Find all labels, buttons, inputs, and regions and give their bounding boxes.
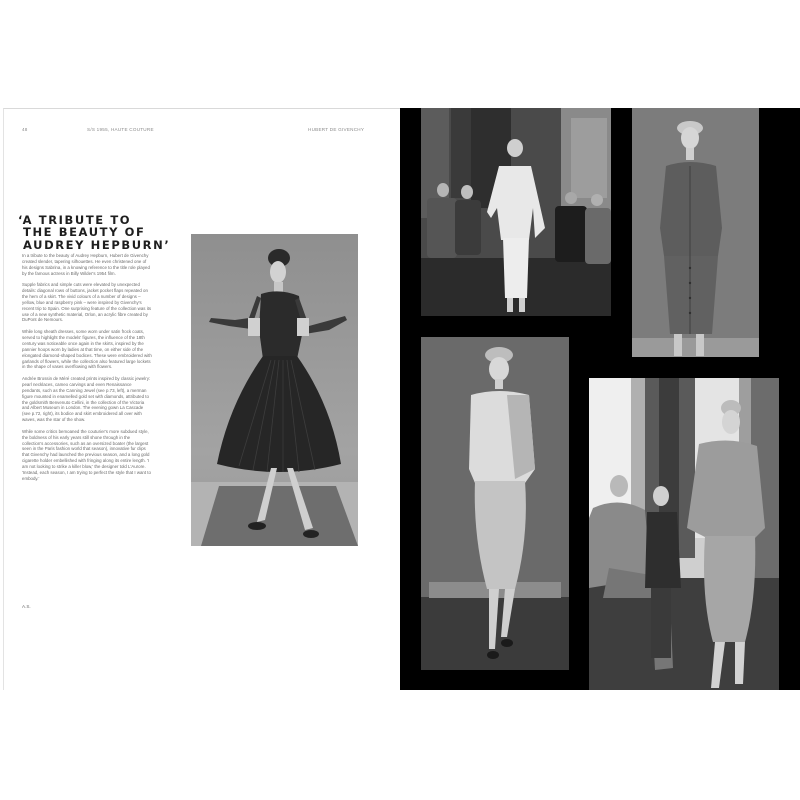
right-page: [400, 108, 800, 690]
author-initials: A.S.: [22, 604, 31, 609]
photo-model-pleated-dress: [191, 234, 358, 546]
photo-model-pillbox-suit: [421, 337, 569, 670]
paragraph-1: In a tribute to the beauty of Audrey Hepburn, Hubert de Givenchy created slender, tapering silhouettes. He even christened one of his designs Sabrina, in a knowing reference to the title role played by the famous actress in Billy Wilder's 1954 film.: [22, 253, 150, 276]
left-page: [3, 108, 400, 690]
headline-line-2: THE BEAUTY OF: [23, 225, 146, 240]
paragraph-3: While long sheath dresses, some worn under satin frock coats, served to highlight the models' figures, the influence of the 18th century was noticeable once again in the skirts, inspired by the pannier hoops worn by ladies at that time, on either side of the elongated diamond-shaped bodices. These were embroidered with garlands of flowers, while the collection also featured large lockets in the shape of vases overflowing with flowers.: [22, 329, 152, 370]
photo-runway-white-suit: [421, 108, 611, 316]
photo-model-pleated-dress-icon: [191, 234, 358, 546]
photo-model-buttoned-suit-icon: [632, 108, 759, 357]
designer-running-head: HUBERT DE GIVENCHY: [308, 127, 365, 132]
article-body: [22, 253, 152, 488]
section-running-head: S/S 1955, HAUTE COUTURE: [87, 127, 154, 132]
paragraph-2: Supple fabrics and simple cuts were elevated by unexpected details: diagonal rows of buttons, jacket pocket flaps repeated on the hem of a skirt. The vivid colours of a number of designs – yellow, blue and raspberry pink – were inspired by Givenchy's recent trip to Spain. One surprising feature of the collection was its use of a new synthetic material, Orlon, an acrylic fibre created by DuPont de Nemours.: [22, 282, 152, 323]
photo-model-buttoned-suit: [632, 108, 759, 357]
photo-runway-audience: [589, 378, 779, 690]
photo-model-pillbox-suit-icon: [421, 337, 569, 670]
headline-line-3: AUDREY HEPBURN’: [23, 237, 171, 252]
article-headline: [18, 214, 188, 251]
page-number: 48: [22, 127, 28, 132]
headline-line-1: ‘A TRIBUTE TO: [18, 213, 132, 227]
photo-runway-white-suit-icon: [421, 108, 611, 316]
paragraph-5: While some critics bemoaned the couturier's more subdued style, the boldness of his early years still shone through in the collection's accessories, such as an oversized boater (the largest seen in the Paris fashion world that season), innovative fur clips that Givenchy had launched the previous season, and a long gold cigarette holder embellished with fringing along its entire length. 'I am not looking to strike a killer blow,' the designer told L'Aurore. 'Instead, each season, I am trying to perfect the style that I want to embody.': [22, 428, 151, 481]
photo-runway-audience-icon: [589, 378, 779, 690]
paragraph-4: Andrée Brossin de Méré created prints inspired by classic jewelry: pearl necklaces, cameo carvings and even Renaissance pendants, such as the Canning Jewel (see p.73, left), a merman figure mounted in enamelled gold set with diamonds, attributed to the goldsmith Benvenuto Cellini, in the collection of the Victoria and Albert Museum in London. The evening gown La Cascade (see p.72, right), its bodice and skirt embroidered all over with waves, was the star of the show.: [22, 376, 151, 423]
